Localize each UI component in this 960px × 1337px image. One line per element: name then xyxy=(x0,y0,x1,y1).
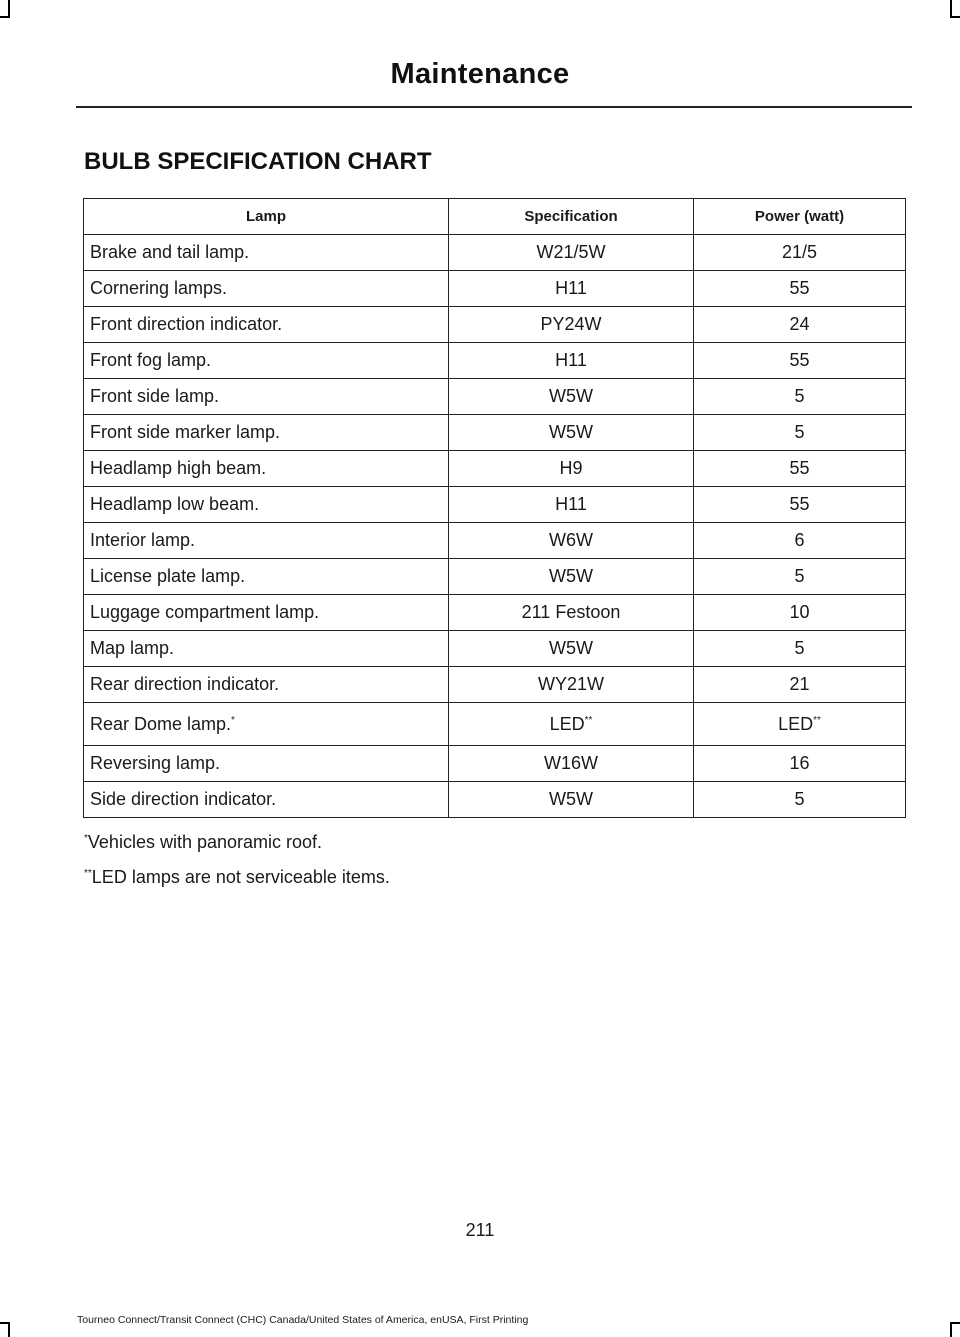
table-row xyxy=(84,746,906,782)
power-text: LED xyxy=(778,713,814,734)
section-title: Maintenance xyxy=(390,58,570,90)
lamp-cell: Front side lamp. xyxy=(84,379,449,415)
spec-cell: H9 xyxy=(449,451,694,487)
footnote-marker: ** xyxy=(813,714,821,726)
lamp-cell: License plate lamp. xyxy=(84,559,449,595)
lamp-cell: Reversing lamp. xyxy=(84,746,449,782)
table-header-row xyxy=(84,199,906,235)
table-row xyxy=(84,523,906,559)
spec-cell: W5W xyxy=(449,415,694,451)
spec-cell: H11 xyxy=(449,487,694,523)
spec-cell: W5W xyxy=(449,782,694,818)
lamp-cell: Interior lamp. xyxy=(84,523,449,559)
chart-title: BULB SPECIFICATION CHART xyxy=(84,148,432,175)
table-row xyxy=(84,307,906,343)
spec-cell: 211 Festoon xyxy=(449,595,694,631)
footnote xyxy=(84,867,390,888)
power-cell: 55 xyxy=(694,451,906,487)
crop-mark xyxy=(950,1322,960,1324)
table-row xyxy=(84,559,906,595)
spec-cell: W21/5W xyxy=(449,235,694,271)
header-rule xyxy=(76,106,912,108)
footnote-marker: ** xyxy=(584,714,593,726)
lamp-cell: Front side marker lamp. xyxy=(84,415,449,451)
table-row xyxy=(84,667,906,703)
lamp-text: Rear Dome lamp. xyxy=(90,713,232,734)
table-row xyxy=(84,451,906,487)
column-header: Lamp xyxy=(84,199,449,235)
lamp-cell: Side direction indicator. xyxy=(84,782,449,818)
table-row xyxy=(84,631,906,667)
power-cell: 10 xyxy=(694,595,906,631)
power-cell: 5 xyxy=(694,415,906,451)
power-cell: 6 xyxy=(694,523,906,559)
lamp-cell: Front fog lamp. xyxy=(84,343,449,379)
spec-cell: PY24W xyxy=(449,307,694,343)
crop-mark xyxy=(950,16,960,18)
footer-text: Tourneo Connect/Transit Connect (CHC) Canada/United States of America, enUSA, First Printing xyxy=(77,1314,529,1326)
power-cell: 5 xyxy=(694,631,906,667)
table-row xyxy=(84,379,906,415)
column-header: Power (watt) xyxy=(694,199,906,235)
table-row xyxy=(84,415,906,451)
table-row xyxy=(84,487,906,523)
table-row xyxy=(84,271,906,307)
crop-mark xyxy=(0,16,10,18)
spec-cell: W6W xyxy=(449,523,694,559)
table-row xyxy=(84,595,906,631)
lamp-cell: Brake and tail lamp. xyxy=(84,235,449,271)
footnote-marker: * xyxy=(84,833,88,844)
lamp-cell: Headlamp high beam. xyxy=(84,451,449,487)
footnote-text: Vehicles with panoramic roof. xyxy=(87,832,323,852)
table-row xyxy=(84,782,906,818)
power-cell: 24 xyxy=(694,307,906,343)
footnote-marker: ** xyxy=(84,868,92,879)
power-cell: 55 xyxy=(694,343,906,379)
footnote-marker: * xyxy=(231,714,235,726)
power-cell: 55 xyxy=(694,487,906,523)
power-cell: 55 xyxy=(694,271,906,307)
lamp-cell: Map lamp. xyxy=(84,631,449,667)
power-cell: 21/5 xyxy=(694,235,906,271)
spec-cell: W5W xyxy=(449,631,694,667)
footnote xyxy=(84,832,322,853)
lamp-cell: Front direction indicator. xyxy=(84,307,449,343)
crop-mark xyxy=(8,1322,10,1337)
spec-cell: H11 xyxy=(449,343,694,379)
lamp-cell: Rear direction indicator. xyxy=(84,667,449,703)
spec-cell: W5W xyxy=(449,379,694,415)
table-row xyxy=(84,235,906,271)
lamp-cell xyxy=(84,703,449,746)
page-number: 211 xyxy=(465,1220,495,1240)
power-cell: 5 xyxy=(694,559,906,595)
lamp-cell: Headlamp low beam. xyxy=(84,487,449,523)
power-cell: 21 xyxy=(694,667,906,703)
table-row xyxy=(84,343,906,379)
lamp-cell: Luggage compartment lamp. xyxy=(84,595,449,631)
power-cell: 5 xyxy=(694,379,906,415)
crop-mark xyxy=(950,1322,952,1337)
power-cell: 16 xyxy=(694,746,906,782)
power-cell: 5 xyxy=(694,782,906,818)
footnote-text: LED lamps are not serviceable items. xyxy=(91,867,390,887)
power-cell xyxy=(694,703,906,746)
bulb-spec-table xyxy=(83,198,906,818)
table-row xyxy=(84,703,906,746)
lamp-cell: Cornering lamps. xyxy=(84,271,449,307)
spec-text: LED xyxy=(549,713,585,734)
spec-cell xyxy=(449,703,694,746)
spec-cell: H11 xyxy=(449,271,694,307)
spec-cell: W16W xyxy=(449,746,694,782)
column-header: Specification xyxy=(449,199,694,235)
crop-mark xyxy=(0,1322,10,1324)
spec-cell: WY21W xyxy=(449,667,694,703)
spec-cell: W5W xyxy=(449,559,694,595)
